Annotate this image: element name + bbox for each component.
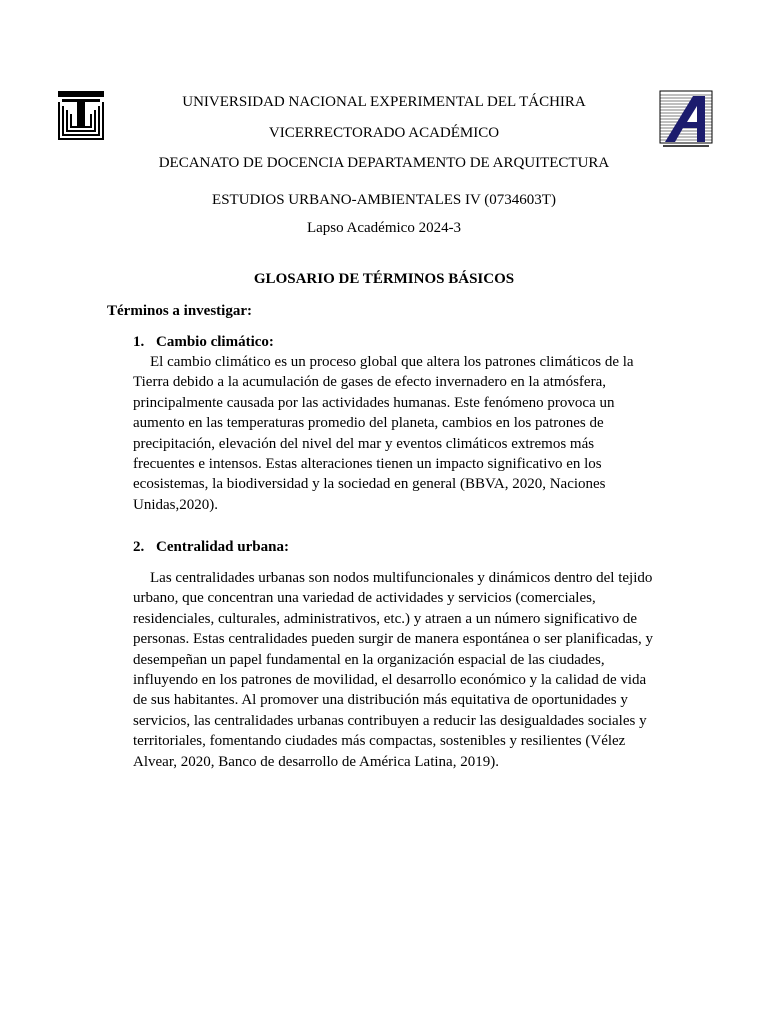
term-heading-2 bbox=[133, 538, 289, 556]
university-name: UNIVERSIDAD NACIONAL EXPERIMENTAL DEL TÁCHIRA bbox=[182, 94, 586, 110]
academic-term: Lapso Académico 2024-3 bbox=[306, 220, 462, 236]
term-definition-2: Las centralidades urbanas son nodos multifuncionales y dinámicos dentro del tejido urbano, que concentran una variedad de actividades y servicios (comerciales, residenciales, culturales, administrativos, etc.) y atraen a un número significativo de personas. Estas centralidades pueden surgir de manera espontánea o ser planificadas, y desempeñan un papel fundamental en la organización espacial de las ciudades, influyendo en los patrones de movilidad, el desarrollo económico y la calidad de vida de sus habitantes. Al promover una distribución más equitativa de oportunidades y servicios, las centralidades urbanas contribuyen a reducir las desigualdades sociales y territoriales, fomentando ciudades más compactas, sostenibles y resilientes (Vélez Alvear, 2020, Banco de desarrollo de América Latina, 2019). bbox=[133, 570, 653, 770]
vice-rectorate: VICERRECTORADO ACADÉMICO bbox=[268, 125, 500, 141]
term-name: Cambio climático: bbox=[156, 334, 274, 350]
deanery-department: DECANATO DE DOCENCIA DEPARTAMENTO DE ARQUITECTURA bbox=[158, 155, 610, 171]
course-name: ESTUDIOS URBANO-AMBIENTALES IV (0734603T) bbox=[212, 192, 556, 208]
terms-subtitle: Términos a investigar: bbox=[107, 303, 252, 319]
term-number: 1. bbox=[133, 334, 145, 350]
term-name: Centralidad urbana: bbox=[156, 539, 289, 555]
term-definition-1: El cambio climático es un proceso global que altera los patrones climáticos de la Tierra debido a la acumulación de gases de efecto invernadero en la atmósfera, principalmente causada por las actividades humanas. Este fenómeno provoca un aumento en las temperaturas promedio del planeta, cambios en los patrones de precipitación, elevación del nivel del mar y eventos climáticos extremos más frecuentes e intensos. Estas alteraciones tienen un impacto significativo en los ecosistemas, la biodiversidad y la sociedad en general (BBVA, 2020, Naciones Unidas,2020). bbox=[133, 354, 634, 513]
term-heading-1 bbox=[133, 333, 274, 351]
document-title: GLOSARIO DE TÉRMINOS BÁSICOS bbox=[253, 271, 515, 287]
term-number: 2. bbox=[133, 539, 145, 555]
